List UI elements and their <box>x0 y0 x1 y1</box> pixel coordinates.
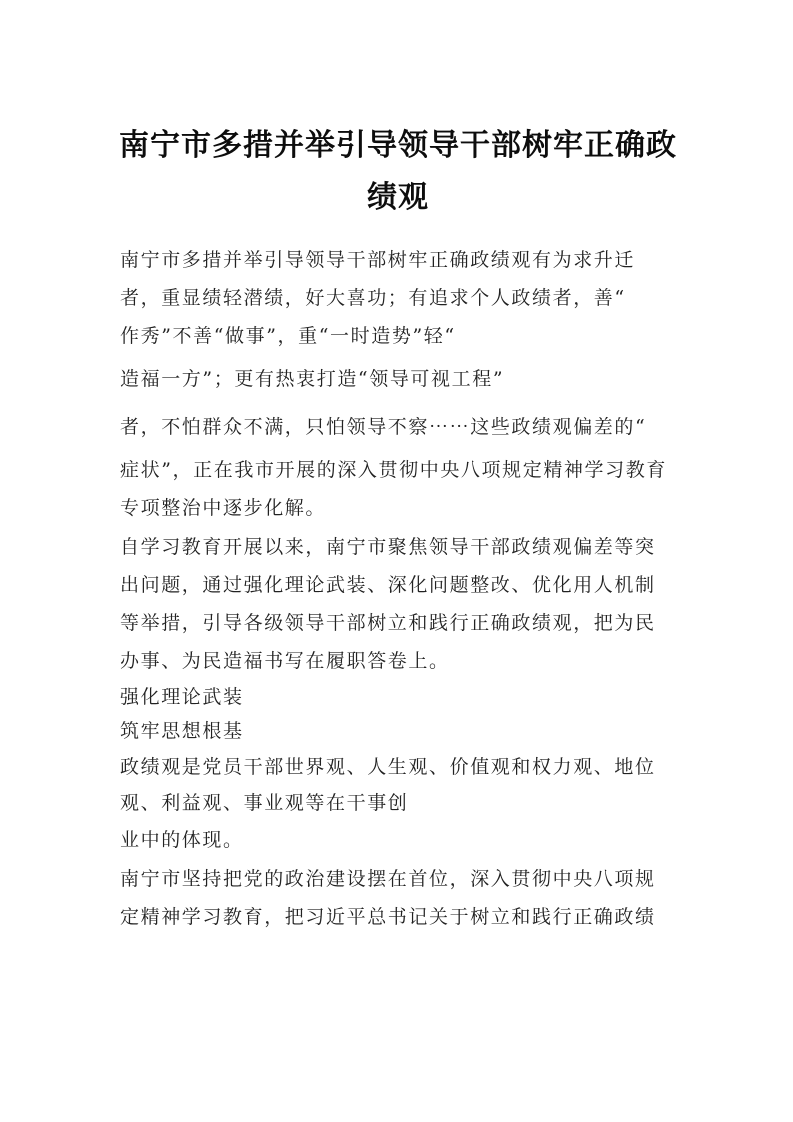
body-line: 者，重显绩轻潜绩，好大喜功；有追求个人政绩者，善“ <box>120 287 626 309</box>
title-line-2: 绩观 <box>367 180 429 215</box>
body-line: 政绩观是党员干部世界观、人生观、价值观和权力观、地位 <box>120 755 656 778</box>
title-line-1: 南宁市多措并举引导领导干部树牢正确政 <box>119 128 677 163</box>
body-line: 作秀”不善“做事”，重“一时造势”轻“ <box>120 325 456 347</box>
body-line: 自学习教育开展以来，南宁市聚焦领导干部政绩观偏差等突 <box>120 535 656 558</box>
section-heading: 筑牢思想根基 <box>120 719 244 742</box>
body-line: 等举措，引导各级领导干部树立和践行正确政绩观，把为民 <box>120 611 656 634</box>
body-line: 者，不怕群众不满，只怕领导不察⋯⋯这些政绩观偏差的“ <box>120 416 647 438</box>
body-line: 办事、为民造福书写在履职答卷上。 <box>120 649 450 672</box>
document-body <box>120 241 676 936</box>
body-line: 专项整治中逐步化解。 <box>120 497 327 519</box>
document-title <box>118 120 678 224</box>
section-heading: 强化理论武装 <box>120 685 244 708</box>
body-line: 症状”，正在我市开展的深入贯彻中央八项规定精神学习教育 <box>120 459 667 481</box>
body-line: 观、利益观、事业观等在干事创 <box>120 792 409 814</box>
body-line: 南宁市坚持把党的政治建设摆在首位，深入贯彻中央八项规 <box>120 868 656 890</box>
body-line: 南宁市多措并举引导领导干部树牢正确政绩观有为求升迁 <box>120 249 636 271</box>
body-line: 业中的体现。 <box>120 829 244 851</box>
body-line: 定精神学习教育，把习近平总书记关于树立和践行正确政绩 <box>120 906 656 928</box>
body-line: 出问题，通过强化理论武装、深化问题整改、优化用人机制 <box>120 573 656 596</box>
body-line: 造福一方”；更有热衷打造“领导可视工程” <box>120 368 505 390</box>
